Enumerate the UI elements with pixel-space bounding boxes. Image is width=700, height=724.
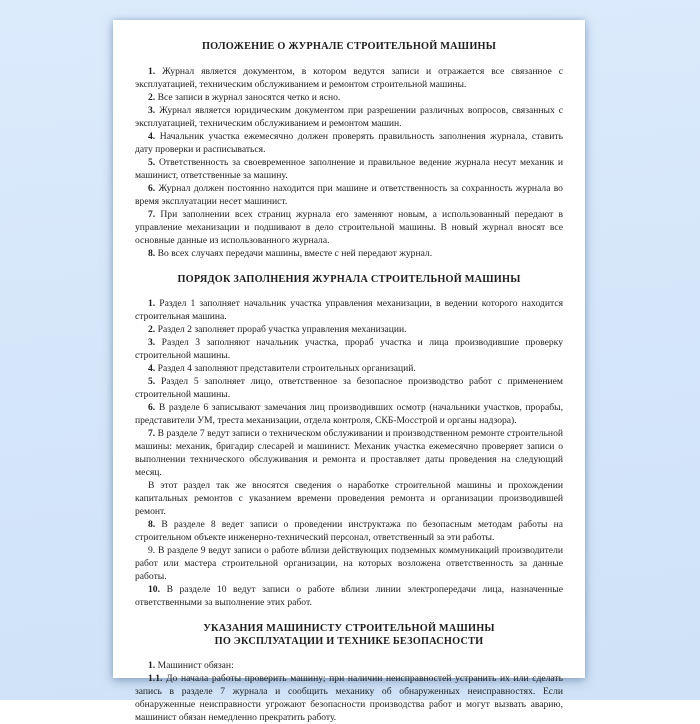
paragraph-text: В разделе 9 ведут записи о работе вблизи действующих подземных коммуникаций производители работ или мастера строительной организации, на которых возложена ответственность за данные работы. xyxy=(135,545,563,582)
paragraph-text: Раздел 3 заполняют начальник участка, прораб участка и лица производившие проверку строительной машины. xyxy=(135,337,563,361)
paragraph xyxy=(135,544,563,583)
paragraph-number: 6. xyxy=(148,182,156,194)
paragraph xyxy=(135,104,563,130)
paragraph-number: 7. xyxy=(148,208,156,220)
paragraph-number: 10. xyxy=(148,584,160,595)
paragraph-number: 1.1. xyxy=(148,673,163,684)
document-page xyxy=(113,20,585,723)
paragraph-text: В разделе 7 ведут записи о техническом обслуживании и производственном ремонте строительной машины: механик, бригадир слесарей и машинист. Механик участка ежемесячно проверяет записи о выполнении технического обслуживания и ремонта и проставляет даты проведения на следующий месяц. xyxy=(135,428,563,478)
paragraph-text: Раздел 2 заполняет прораб участка управления механизации. xyxy=(157,324,407,335)
paragraph-text: Раздел 1 заполняет начальник участка управления механизации, в ведении которого находится строительная машина. xyxy=(135,298,563,322)
paragraph-text: Машинист обязан: xyxy=(157,660,234,671)
section-heading xyxy=(135,623,563,648)
paragraph-number: 6. xyxy=(148,402,156,413)
paragraph xyxy=(135,401,563,427)
section-heading-line: ПО ЭКСПЛУАТАЦИИ И ТЕХНИКЕ БЕЗОПАСНОСТИ xyxy=(214,635,484,647)
paragraph xyxy=(135,323,563,336)
paragraph-number: 1. xyxy=(148,298,156,309)
section-heading xyxy=(135,41,563,54)
document-content xyxy=(135,41,563,724)
paragraph-text: Во всех случаях передачи машины, вместе с ней передают журнал. xyxy=(157,247,433,259)
paragraph-text: Ответственность за своевременное заполнение и правильное ведение журнала несут механик и машинист, ответственные за машину. xyxy=(135,156,563,181)
paragraph-text: Журнал является юридическим документом при разрешении различных вопросов, связанных с эксплуатацией, техническим обслуживанием и ремонтом машин. xyxy=(135,104,563,129)
paragraph xyxy=(135,336,563,362)
paragraph xyxy=(135,130,563,156)
paragraph-number: 3. xyxy=(148,337,156,348)
section-heading-line: ПОЛОЖЕНИЕ О ЖУРНАЛЕ СТРОИТЕЛЬНОЙ МАШИНЫ xyxy=(201,41,497,52)
paragraph xyxy=(135,208,563,247)
paragraph-text: В этот раздел так же вносятся сведения о наработке строительной машины и прохождении капитальных ремонтов с указанием времени проведения ремонта и организации производившей ремонт. xyxy=(135,480,563,517)
paragraph-number: 8. xyxy=(148,247,156,259)
paragraph xyxy=(135,659,563,672)
paragraph-number: 4. xyxy=(148,130,156,142)
paragraph-text: Журнал должен постоянно находится при машине и ответственность за сохранность журнала во время эксплуатации несет машинист. xyxy=(135,182,563,207)
document-section xyxy=(135,41,563,260)
paragraph xyxy=(135,247,563,260)
paragraph-number: 5. xyxy=(148,376,156,387)
paragraph-text: В разделе 10 ведут записи о работе вблизи линии электропередачи лица, назначенные ответственными за выполнение этих работ. xyxy=(135,584,564,608)
paragraph-number: 3. xyxy=(148,104,156,116)
paragraph xyxy=(135,375,563,401)
paragraph xyxy=(135,362,563,375)
section-heading-line: УКАЗАНИЯ МАШИНИСТУ СТРОИТЕЛЬНОЙ МАШИНЫ xyxy=(203,623,495,634)
paragraph-text: Начальник участка ежемесячно должен проверять правильность заполнения журнала, ставить дату проверки и расписываться. xyxy=(135,130,563,155)
paragraph xyxy=(135,91,563,104)
paragraph-number: 5. xyxy=(148,156,156,168)
paragraph xyxy=(135,65,563,91)
document-section xyxy=(135,274,563,610)
document-section xyxy=(135,623,563,724)
paragraph xyxy=(135,182,563,208)
paragraph-number: 1. xyxy=(148,660,156,671)
paragraph xyxy=(135,427,563,479)
paragraph-text: Раздел 4 заполняют представители строительных организаций. xyxy=(157,363,416,374)
paragraph xyxy=(135,156,563,182)
paragraph-number: 4. xyxy=(148,363,156,374)
section-heading-line: ПОРЯДОК ЗАПОЛНЕНИЯ ЖУРНАЛА СТРОИТЕЛЬНОЙ МАШИНЫ xyxy=(177,273,521,285)
paragraph-text: При заполнении всех страниц журнала его заменяют новым, а использованный передают в управление механизации и подшивают в дело строительной машины. В новый журнал вносят все основные данные из использованного журнала. xyxy=(135,208,564,246)
paragraph-text: Журнал является документом, в котором ведутся записи и отражается все связанное с эксплуатацией, техническим обслуживанием и ремонтом строительной машины. xyxy=(135,65,563,90)
paragraph xyxy=(135,297,563,323)
paragraph-number: 9. xyxy=(148,545,156,556)
paragraph-number: 8. xyxy=(148,519,156,530)
paragraph xyxy=(135,479,563,518)
section-heading xyxy=(135,274,563,287)
paragraph-text: До начала работы проверить машину; при наличии неисправностей устранить их или сделать запись в разделе 7 журнала и сообщить механику об обнаруженных неисправностях. Если обнаруженные неисправности угрожают безопасности производства работ и могут вызвать аварию, машинист обязан немедленно прекратить работу. xyxy=(135,673,563,723)
paragraph xyxy=(135,672,563,724)
paragraph-text: Все записи в журнал заносятся четко и ясно. xyxy=(157,91,341,103)
paragraph-number: 2. xyxy=(148,91,156,103)
paragraph-number: 1. xyxy=(148,65,156,77)
paragraph xyxy=(135,583,563,609)
paragraph-text: Раздел 5 заполняет лицо, ответственное за безопасное производство работ с применением строительной машины. xyxy=(135,376,563,400)
paragraph-text: В разделе 8 ведет записи о проведении инструктажа по безопасным методам работы на строительном объекте инженерно-технический персонал, ответственный за эти работы. xyxy=(135,519,563,543)
paragraph-number: 2. xyxy=(148,324,156,335)
paragraph-text: В разделе 6 записывают замечания лиц производивших осмотр (начальники участков, прорабы, представители УМ, треста механизации, отдела контроля, СКБ-Мосстрой и органы надзора). xyxy=(135,402,563,426)
paragraph xyxy=(135,518,563,544)
paragraph-number: 7. xyxy=(148,428,156,439)
